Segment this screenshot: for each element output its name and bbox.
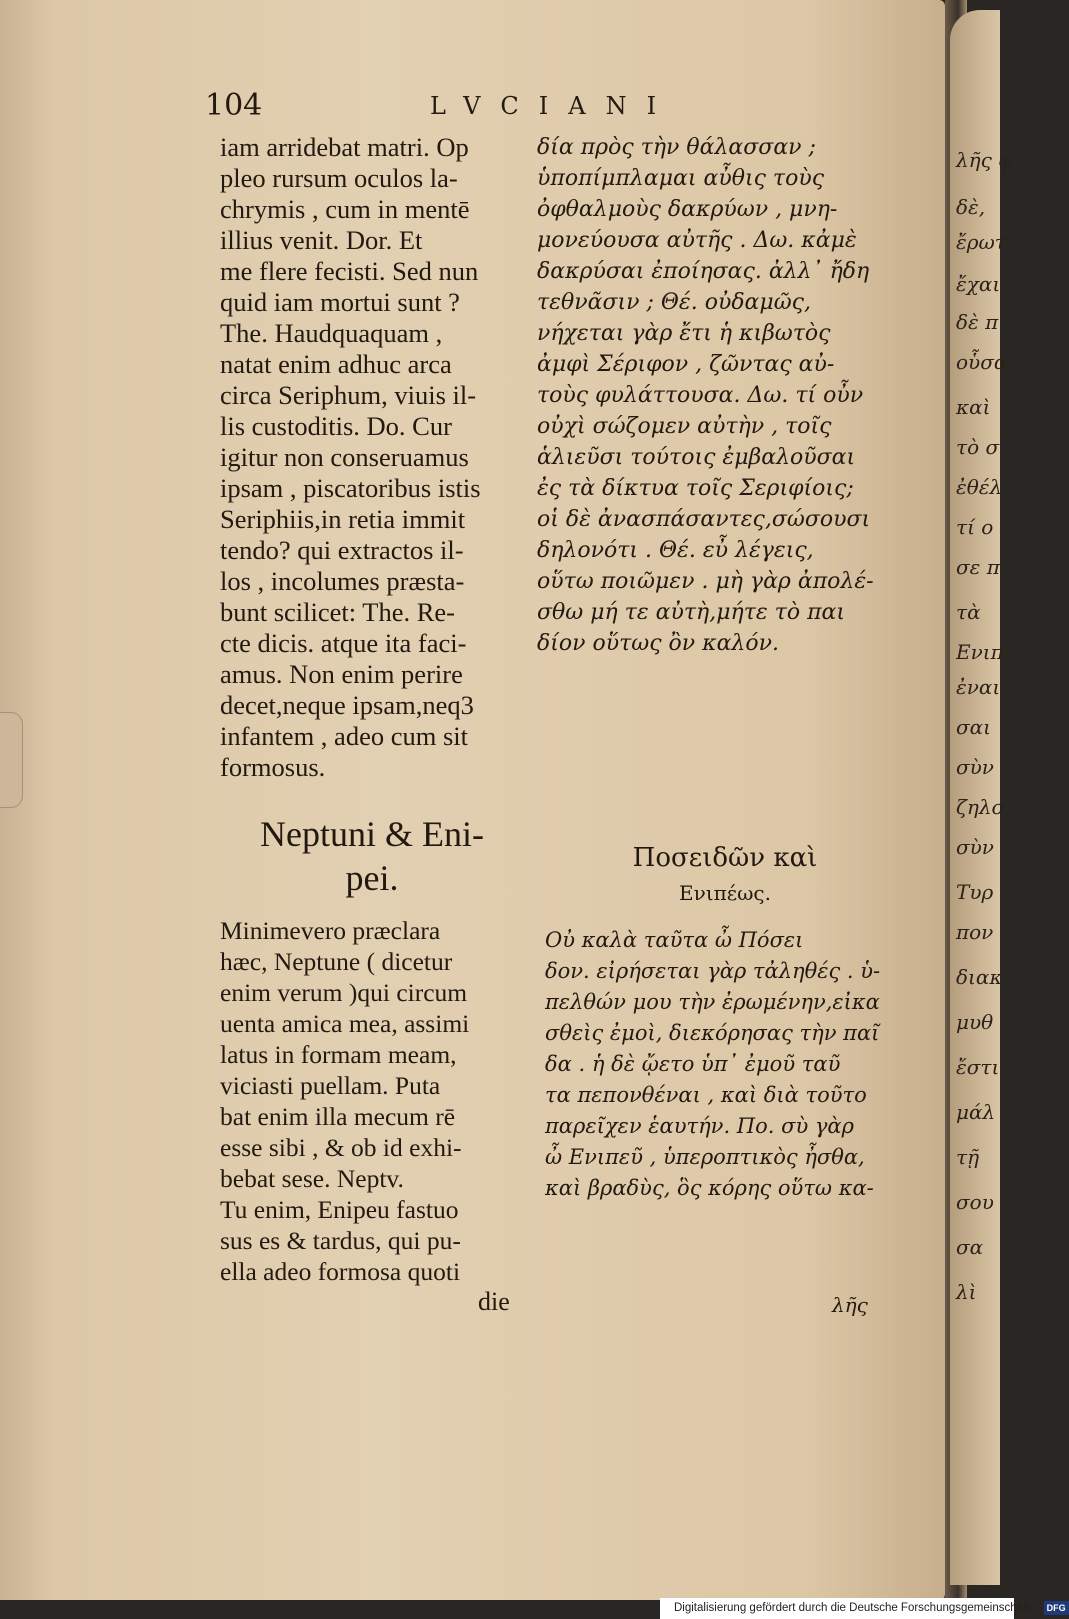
latin-line: hæc, Neptune ( dicetur <box>220 947 453 976</box>
credit-text: Digitalisierung gefördert durch die Deutsche Forschungsgemeinschaft · <box>674 1602 1037 1614</box>
greek-line: δα . ἡ δὲ ᾤετο ὑπ᾽ ἐμοῦ ταῦ <box>545 1052 841 1076</box>
latin-column-upper <box>220 132 525 783</box>
latin-line: me flere fecisti. Sed nun <box>220 256 479 286</box>
latin-catchword: die <box>478 1287 510 1316</box>
greek-line: δον. εἰρήσεται γὰρ τἀληθές . ὑ- <box>545 959 881 983</box>
latin-line: bunt scilicet: The. Re- <box>220 597 456 627</box>
facing-page-fragment: διακ <box>956 965 1003 989</box>
facing-page-fragment: σου <box>956 1190 994 1214</box>
latin-line: uenta amica mea, assimi <box>220 1009 470 1038</box>
facing-page-fragment: σα <box>956 1235 984 1259</box>
latin-line: amus. Non enim perire <box>220 659 463 689</box>
facing-page-fragment: τῇ <box>956 1145 980 1169</box>
greek-line: νήχεται γὰρ ἔτι ἡ κιβωτὸς <box>537 321 831 346</box>
digitization-credit <box>660 1598 1066 1619</box>
facing-page-fragment: ζηλο <box>956 795 1004 819</box>
latin-line: iam arridebat matri. Op <box>220 132 469 162</box>
latin-line: Minimevero præclara <box>220 916 441 945</box>
greek-line: οὐχὶ σώζομεν αὐτὴν , τοῖς <box>537 414 832 439</box>
greek-line: ἁλιεῦσι τούτοις ἐμβαλοῦσαι <box>537 445 856 470</box>
latin-line: esse sibi , & ob id exhi- <box>220 1133 462 1162</box>
latin-heading-line: pei. <box>345 858 399 898</box>
latin-line: ipsam , piscatoribus istis <box>220 473 481 503</box>
latin-section-heading <box>222 812 522 900</box>
latin-line: bat enim illa mecum rē <box>220 1102 456 1131</box>
latin-line: tendo? qui extractos il- <box>220 535 464 565</box>
facing-page-fragment: Ενιπ <box>956 640 1004 664</box>
latin-line: latus in formam meam, <box>220 1040 457 1069</box>
greek-line: ἐς τὰ δίκτυα τοῖς Σεριφίοις; <box>537 476 854 501</box>
facing-page-fragment: οὗσα <box>956 350 1008 374</box>
facing-page-fragment: σαι <box>956 715 991 739</box>
facing-page-fragment: σὺν <box>956 835 994 859</box>
latin-line: lis custoditis. Do. Cur <box>220 411 452 441</box>
facing-page-fragment: μάλ <box>956 1100 996 1124</box>
facing-page-fragment: σε π <box>956 555 1000 579</box>
facing-page-fragment: ἐναι <box>956 675 1001 699</box>
greek-line: Οὐ καλὰ ταῦτα ὦ Πόσει <box>545 928 804 952</box>
facing-page-fragment: Τυρ <box>956 880 994 904</box>
facing-page-fragment: ἔστι <box>956 1055 1000 1079</box>
greek-line: μονεύουσα αὐτῆς . Δω. κἀμὲ <box>537 228 857 253</box>
facing-page-fragment: ἔχαι <box>956 272 1001 296</box>
facing-page-edge <box>950 10 1013 1585</box>
latin-line: infantem , adeo cum sit <box>220 721 468 751</box>
latin-line: The. Haudquaquam , <box>220 318 443 348</box>
greek-line: ὀφθαλμοὺς δακρύων , μνη- <box>537 197 838 222</box>
greek-line: ἀμφὶ Σέριφον , ζῶντας αὐ- <box>537 352 835 377</box>
running-title: LVCIANI <box>430 92 677 120</box>
greek-heading-line: Ποσειδῶν καὶ <box>632 843 818 873</box>
greek-line: ὑποπίμπλαμαι αὖθις τοὺς <box>537 166 825 191</box>
latin-line: bebat sese. Neptv. <box>220 1164 404 1193</box>
facing-page-fragment: δὲ, <box>956 195 986 219</box>
greek-line: πελθών μου τὴν ἐρωμένην,εἰκα <box>545 990 880 1014</box>
greek-section-heading <box>585 840 865 908</box>
folio-number: 104 <box>205 88 263 123</box>
page-header <box>205 88 705 128</box>
greek-line: δακρύσαι ἐποίησας. ἀλλ᾽ ἤδη <box>537 259 870 284</box>
facing-page-fragment: μυθ <box>956 1010 994 1034</box>
latin-line: viciasti puellam. Puta <box>220 1071 441 1100</box>
latin-line: los , incolumes præsta- <box>220 566 465 596</box>
dfg-logo: DFG <box>1044 1601 1069 1615</box>
latin-line: Seriphiis,in retia immit <box>220 504 466 534</box>
page-tab-marker <box>0 712 23 808</box>
greek-line: τεθνᾶσιν ; Θέ. οὐδαμῶς, <box>537 290 811 315</box>
greek-line: τα πεπονθέναι , καὶ διὰ τοῦτο <box>545 1083 867 1107</box>
latin-line: quid iam mortui sunt ? <box>220 287 460 317</box>
latin-line: formosus. <box>220 752 326 782</box>
greek-line: οὕτω ποιῶμεν . μὴ γὰρ ἀπολέ- <box>537 569 874 594</box>
greek-line: οἱ δὲ ἀνασπάσαντες,σώσουσι <box>537 507 871 532</box>
facing-page-fragment: λῆς φ <box>956 148 1013 172</box>
facing-page-fragment: πον <box>956 920 994 944</box>
latin-line: decet,neque ipsam,neq3 <box>220 690 474 720</box>
latin-line: circa Seriphum, viuis il- <box>220 380 477 410</box>
latin-line: illius venit. Dor. Et <box>220 225 423 255</box>
latin-line: ella adeo formosa quoti <box>220 1257 461 1286</box>
greek-line: σθω μή τε αὐτὴ,μήτε τὸ παι <box>537 600 846 625</box>
facing-page-fragment: καὶ <box>956 395 991 419</box>
facing-page-fragment: σὺν <box>956 755 994 779</box>
facing-page-fragment: τὰ <box>956 600 981 624</box>
latin-line: chrymis , cum in mentē <box>220 194 470 224</box>
facing-page-fragment: τὸ σ <box>956 435 1000 459</box>
facing-page-fragment: ἔρωτ <box>956 230 1006 254</box>
greek-line: δία πρὸς τὴν θάλασσαν ; <box>537 135 816 160</box>
greek-line: σθεὶς ἐμοὶ, διεκόρησας τὴν παῖ <box>545 1021 880 1045</box>
greek-catchword: λῆς <box>832 1293 868 1317</box>
facing-page-fragment: λὶ <box>956 1280 977 1304</box>
latin-line: igitur non conseruamus <box>220 442 469 472</box>
greek-column-lower <box>545 925 885 1204</box>
greek-column-upper <box>537 132 882 659</box>
latin-line: natat enim adhuc arca <box>220 349 452 379</box>
latin-line: pleo rursum oculos la- <box>220 163 458 193</box>
greek-line: τοὺς φυλάττουσα. Δω. τί οὖν <box>537 383 864 408</box>
greek-line: ὦ Ενιπεῦ , ὑπεροπτικὸς ἦσθα, <box>545 1145 865 1169</box>
greek-line: παρεῖχεν ἑαυτήν. Πο. σὺ γὰρ <box>545 1114 854 1138</box>
facing-page-fragment: τί ο <box>956 515 994 539</box>
latin-line: sus es & tardus, qui pu- <box>220 1226 461 1255</box>
facing-page-fragment: δὲ π <box>956 310 999 334</box>
greek-line: δηλονότι . Θέ. εὖ λέγεις, <box>537 538 814 563</box>
latin-column-lower <box>220 915 525 1287</box>
latin-line: Tu enim, Enipeu fastuo <box>220 1195 459 1224</box>
latin-line: enim verum )qui circum <box>220 978 468 1007</box>
facing-page-fragment: ἐθέλ <box>956 475 1003 499</box>
latin-line: cte dicis. atque ita faci- <box>220 628 467 658</box>
latin-heading-line: Neptuni & Eni- <box>260 814 484 854</box>
greek-line: δίον οὕτως ὂν καλόν. <box>537 631 779 656</box>
greek-line: καὶ βραδὺς, ὃς κόρης οὕτω κα- <box>545 1176 874 1200</box>
greek-heading-line: Ενιπέως. <box>679 881 771 905</box>
